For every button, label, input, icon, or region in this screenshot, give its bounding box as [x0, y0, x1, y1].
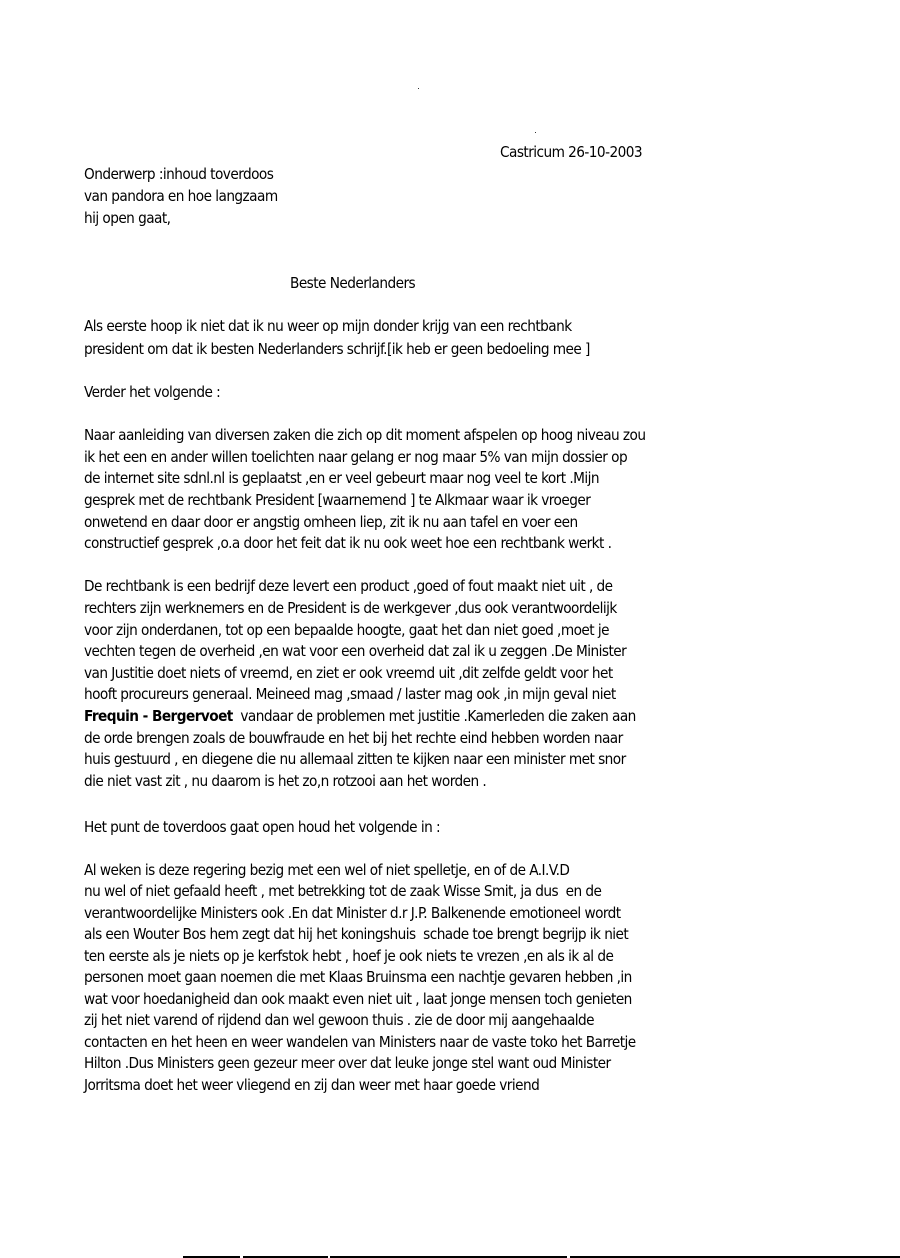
body-line: ten eerste als je niets op je kerfstok hebt , hoef je ook niets te vrezen ,en als ik al de [84, 947, 614, 965]
body-line: Als eerste hoop ik niet dat ik nu weer op mijn donder krijg van een rechtbank [84, 317, 572, 335]
body-line: hooft procureurs generaal. Meineed mag ,smaad / laster mag ook ,in mijn geval niet [84, 685, 616, 703]
greeting: Beste Nederlanders [290, 274, 416, 292]
scan-speck [535, 132, 536, 133]
body-line: gesprek met de rechtbank President [waarnemend ] te Alkmaar waar ik vroeger [84, 491, 591, 509]
body-line: zij het niet varend of rijdend dan wel gewoon thuis . zie de door mij aangehaalde [84, 1011, 595, 1029]
body-line-rest: vandaar de problemen met justitie .Kamerleden die zaken aan [232, 707, 636, 725]
section-intro: Het punt de toverdoos gaat open houd het volgende in : [84, 818, 441, 836]
body-line: die niet vast zit , nu daarom is het zo,n rotzooi aan het worden . [84, 772, 487, 790]
body-line: wat voor hoedanigheid dan ook maakt even niet uit , laat jonge mensen toch genieten [84, 990, 632, 1008]
section-intro: Verder het volgende : [84, 383, 221, 401]
body-line: voor zijn onderdanen, tot op een bepaalde hoogte, gaat het dan niet goed ,moet je [84, 621, 609, 639]
body-line: vechten tegen de overheid ,en wat voor een overheid dat zal ik u zeggen .De Minister [84, 642, 627, 660]
scan-speck [418, 88, 419, 89]
body-line: Hilton .Dus Ministers geen gezeur meer over dat leuke jonge stel want oud Minister [84, 1054, 611, 1072]
bold-names: Frequin - Bergervoet [84, 707, 233, 725]
body-line: contacten en het heen en weer wandelen van Ministers naar de vaste toko het Barretje [84, 1033, 636, 1051]
body-line: de internet site sdnl.nl is geplaatst ,en er veel gebeurt maar nog veel te kort .Mijn [84, 469, 600, 487]
body-line: Naar aanleiding van diversen zaken die zich op dit moment afspelen op hoog niveau zou [84, 426, 646, 444]
body-line: als een Wouter Bos hem zegt dat hij het koningshuis schade toe brengt begrijp ik niet [84, 925, 629, 943]
body-line: ik het een en ander willen toelichten naar gelang er nog maar 5% van mijn dossier op [84, 448, 628, 466]
body-line: personen moet gaan noemen die met Klaas Bruinsma een nachtje gevaren hebben ,in [84, 968, 632, 986]
body-line: huis gestuurd , en diegene die nu allemaal zitten te kijken naar een minister met snor [84, 750, 626, 768]
body-line: de orde brengen zoals de bouwfraude en het bij het rechte eind hebben worden naar [84, 729, 623, 747]
body-line-with-bold [84, 706, 636, 726]
body-line: van Justitie doet niets of vreemd, en ziet er ook vreemd uit ,dit zelfde geldt voor het [84, 664, 613, 682]
body-line: De rechtbank is een bedrijf deze levert een product ,goed of fout maakt niet uit , de [84, 577, 613, 595]
body-line: onwetend en daar door er angstig omheen liep, zit ik nu aan tafel en voer een [84, 513, 578, 531]
subject-line: Onderwerp :inhoud toverdoos [84, 165, 274, 183]
body-line: rechters zijn werknemers en de President is de werkgever ,dus ook verantwoordelijk [84, 599, 617, 617]
body-line: Al weken is deze regering bezig met een wel of niet spelletje, en of de A.I.V.D [84, 861, 570, 879]
subject-line: hij open gaat, [84, 209, 171, 227]
place-date: Castricum 26-10-2003 [500, 143, 643, 161]
body-line: Jorritsma doet het weer vliegend en zij dan weer met haar goede vriend [84, 1076, 540, 1094]
body-line: president om dat ik besten Nederlanders schrijf.[ik heb er geen bedoeling mee ] [84, 340, 590, 358]
subject-line: van pandora en hoe langzaam [84, 187, 278, 205]
body-line: constructief gesprek ,o.a door het feit dat ik nu ook weet hoe een rechtbank werkt . [84, 534, 612, 552]
body-line: verantwoordelijke Ministers ook .En dat Minister d.r J.P. Balkenende emotioneel wordt [84, 904, 621, 922]
body-line: nu wel of niet gefaald heeft , met betrekking tot de zaak Wisse Smit, ja dus en de [84, 882, 602, 900]
